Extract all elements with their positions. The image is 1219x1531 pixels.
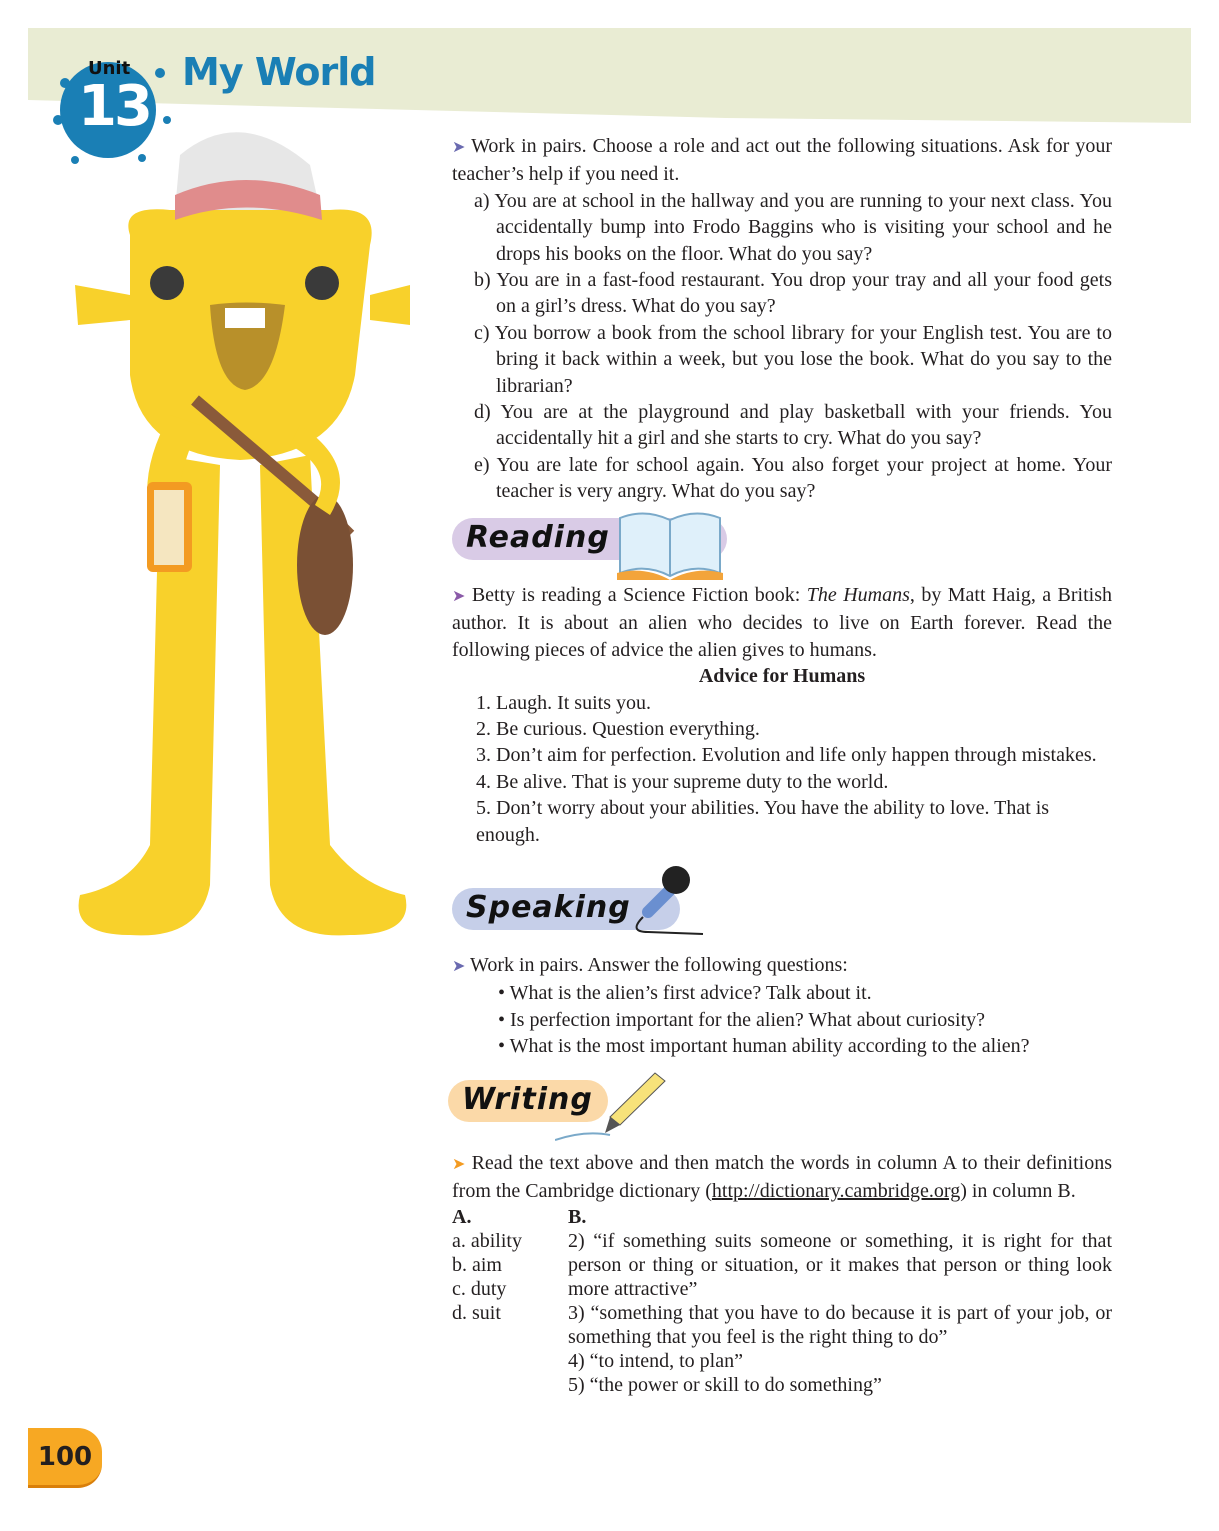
definition-item: 4) “to intend, to plan” bbox=[568, 1349, 743, 1372]
definition-item: 5) “the power or skill to do something” bbox=[568, 1373, 882, 1396]
definition-item: 3) “something that you have to do because it is part of your job, or something that you feel is the right thing to do” bbox=[568, 1301, 1112, 1348]
word-item: a. ability bbox=[452, 1229, 522, 1252]
situation-item: b) You are in a fast-food restaurant. You drop your tray and all your food gets on a girl’s dress. What do you say? bbox=[474, 269, 1112, 318]
microphone-icon bbox=[628, 862, 708, 942]
writing-section bbox=[452, 1150, 1112, 1397]
situation-item: e) You are late for school again. You also forget your project at home. Your teacher is very angry. What do you say? bbox=[474, 453, 1112, 503]
book-title: The Humans bbox=[806, 584, 910, 606]
advice-item: 4. Be alive. That is your supreme duty to the world. bbox=[476, 770, 889, 793]
speaking-section bbox=[452, 952, 1112, 1060]
reading-intro: Betty is reading a Science Fiction book: bbox=[471, 584, 807, 606]
advice-item: 1. Laugh. It suits you. bbox=[476, 691, 651, 714]
advice-item: 3. Don’t aim for perfection. Evolution and life only happen through mistakes. bbox=[476, 744, 1097, 767]
situation-item: d) You are at the playground and play basketball with your friends. You accidentally hit a girl and she starts to cry. What do you say? bbox=[474, 401, 1112, 450]
unit-number: 13 bbox=[78, 74, 150, 139]
reading-section bbox=[452, 582, 1112, 848]
speaking-heading-text: Speaking bbox=[466, 890, 631, 925]
arrow-icon: ➤ bbox=[452, 588, 466, 605]
word-item: d. suit bbox=[452, 1301, 501, 1324]
open-book-icon bbox=[615, 508, 725, 583]
pencil-icon bbox=[555, 1065, 670, 1145]
writing-intro: Read the text above and then match the words in column A to their definitions from the Cambridge dictionary ( bbox=[452, 1152, 1112, 1203]
advice-title: Advice for Humans bbox=[698, 665, 866, 688]
word-item: c. duty bbox=[452, 1277, 507, 1300]
column-b bbox=[568, 1205, 1112, 1397]
arrow-icon: ➤ bbox=[452, 139, 466, 156]
question-item: • What is the most important human ability according to the alien? bbox=[498, 1035, 1030, 1058]
advice-item: 2. Be curious. Question everything. bbox=[476, 718, 760, 741]
advice-item: 5. Don’t worry about your abilities. You have the ability to love. That is enough. bbox=[476, 797, 1050, 846]
situation-item: c) You borrow a book from the school library for your English test. You are to bring it back within a week, but you lose the book. What do you say to the librarian? bbox=[474, 321, 1112, 397]
question-item: • What is the alien’s first advice? Talk about it. bbox=[498, 982, 872, 1005]
column-a-header: A. bbox=[452, 1205, 472, 1228]
pairs-activity bbox=[452, 133, 1112, 505]
arrow-icon: ➤ bbox=[452, 958, 466, 975]
page-title: My World bbox=[182, 50, 376, 94]
definition-item: 2) “if something suits someone or something, it is right for that person or thing or situation, or it makes that person or thing look more attractive” bbox=[568, 1229, 1112, 1300]
situation-item: a) You are at school in the hallway and you are running to your next class. You accidentally bump into Frodo Baggins who is visiting your school and he drops his books on the floor. What do you say? bbox=[474, 189, 1112, 265]
page-number: 100 bbox=[28, 1428, 102, 1488]
pairs-intro: Work in pairs. Choose a role and act out the following situations. Ask for your teacher’s help if you need it. bbox=[452, 135, 1112, 186]
writing-intro-cont: ) in column B. bbox=[960, 1180, 1076, 1203]
reading-intro-cont: , by Matt Haig, a British author. It is about an alien who decides to live on Earth forever. Read the following pieces of advice the alien gives to humans. bbox=[452, 584, 1113, 661]
question-item: • Is perfection important for the alien? What about curiosity? bbox=[498, 1008, 986, 1031]
column-b-header: B. bbox=[568, 1205, 587, 1228]
column-a bbox=[452, 1205, 568, 1397]
speaking-intro: Work in pairs. Answer the following questions: bbox=[470, 954, 848, 976]
word-item: b. aim bbox=[452, 1253, 502, 1276]
reading-heading-text: Reading bbox=[466, 520, 610, 555]
writing-heading-text: Writing bbox=[462, 1082, 593, 1117]
alien-illustration bbox=[70, 125, 420, 950]
arrow-icon: ➤ bbox=[452, 1156, 466, 1173]
unit-label: Unit bbox=[88, 58, 131, 79]
dictionary-link[interactable]: http://dictionary.cambridge.org bbox=[711, 1180, 961, 1203]
